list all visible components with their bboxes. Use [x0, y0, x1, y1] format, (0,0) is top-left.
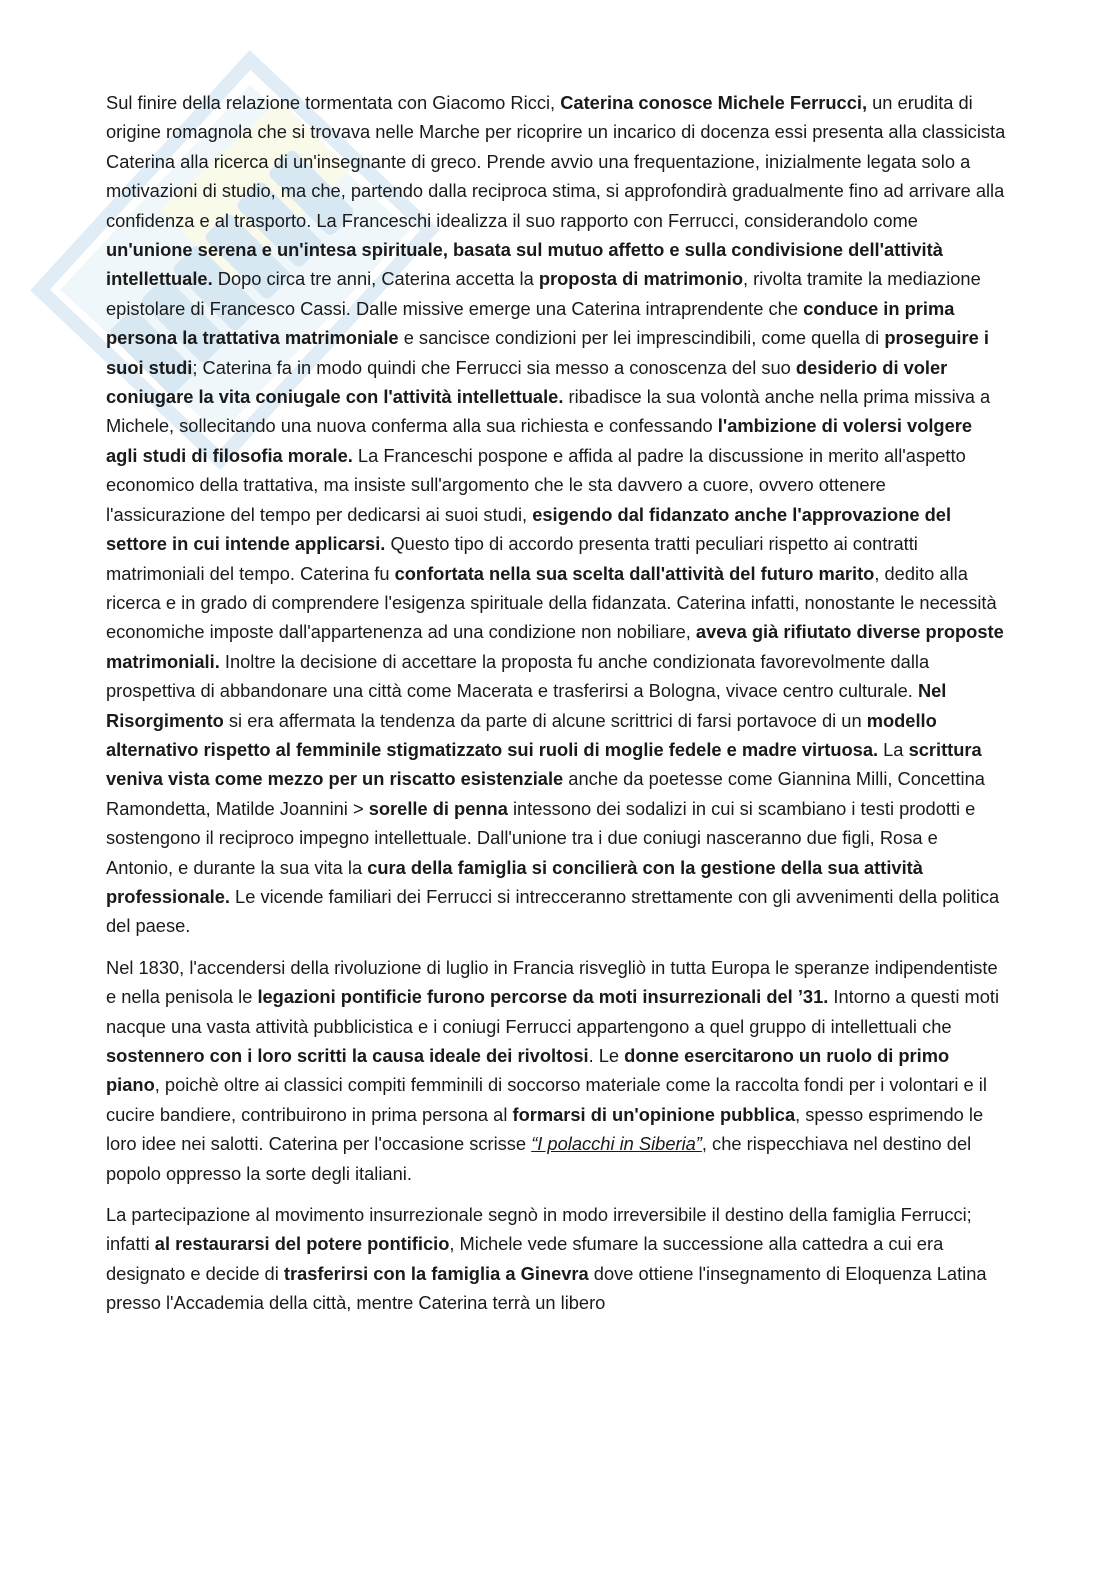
text-run: , che rispecchiava nel destino del popolo oppresso la sorte degli italiani.	[106, 1133, 972, 1184]
text-run: Nel 1830, l'accendersi della rivoluzione di luglio in Francia risvegliò in tutta Europa le speranze indipendentiste e nella penisola le	[106, 956, 998, 1008]
bold-text: Nel Risorgimento	[106, 680, 947, 731]
bold-text: proseguire i suoi studi	[106, 327, 989, 378]
text-run: Sul finire della relazione tormentata con Giacomo Ricci,	[106, 92, 561, 113]
bold-text: al restaurarsi del potere pontificio	[154, 1233, 450, 1255]
text-run: La partecipazione al movimento insurrezionale segnò in modo irreversibile il destino della famiglia Ferrucci; infatti	[106, 1204, 972, 1255]
text-run: Dopo circa tre anni, Caterina accetta la	[212, 268, 539, 290]
text-run: ; Caterina fa in modo quindi che Ferrucci sia messo a conoscenza del suo	[192, 356, 796, 378]
text-run: , poichè oltre ai classici compiti femminili di soccorso materiale come la raccolta fondi per i volontari e il cucire bandiere, contribuirono in prima persona al	[106, 1074, 987, 1125]
bold-text: scrittura veniva vista come mezzo per un riscatto esistenziale	[106, 738, 982, 790]
bold-text: esigendo dal fidanzato anche l'approvazione del settore in cui intende applicarsi.	[106, 503, 952, 555]
text-run: , spesso esprimendo le loro idee nei salotti. Caterina per l'occasione scrisse	[106, 1103, 984, 1155]
italic-title: “I polacchi in Siberia”	[531, 1133, 702, 1155]
bold-text: legazioni pontificie furono percorse da moti insurrezionali del ’31.	[257, 986, 829, 1008]
bold-text: formarsi di un'opinione pubblica	[512, 1103, 796, 1125]
text-run: Inoltre la decisione di accettare la proposta fu anche condizionata favorevolmente dalla prospettiva di abbandonare una città come Macerata e trasferirsi a Bologna, vivace centro culturale.	[106, 650, 930, 702]
document-body	[106, 88, 1006, 1330]
text-run: La	[878, 738, 909, 760]
paragraph-2	[106, 953, 1006, 1188]
bold-text: un'unione serena e un'intesa spirituale, basata sul mutuo affetto e sulla condivisione dell'attività intellettuale.	[106, 239, 943, 290]
text-run: ribadisce la sua volontà anche nella prima missiva a Michele, sollecitando una nuova conferma alla sua richiesta e confessando	[106, 386, 991, 437]
bold-text: aveva già rifiutato diverse proposte matrimoniali.	[106, 621, 1004, 672]
bold-text: confortata nella sua scelta dall'attività del futuro marito	[394, 562, 875, 584]
text-run: si era affermata la tendenza da parte di alcune scrittrici di farsi portavoce di un	[223, 709, 867, 731]
bold-text: Caterina conosce Michele Ferrucci,	[560, 92, 868, 113]
bold-text: donne esercitarono un ruolo di primo piano	[106, 1045, 950, 1096]
text-run: dove ottiene l'insegnamento di Eloquenza Latina presso l'Accademia della città, mentre Caterina terrà un libero	[106, 1262, 987, 1314]
bold-text: trasferirsi con la famiglia a Ginevra	[283, 1262, 589, 1284]
bold-text: l'ambizione di volersi volgere agli studi di filosofia morale.	[106, 415, 973, 466]
bold-text: cura della famiglia si concilierà con la gestione della sua attività professionale.	[106, 856, 923, 907]
bold-text: modello alternativo rispetto al femminile stigmatizzato sui ruoli di moglie fedele e madre virtuosa.	[106, 709, 937, 760]
bold-text: sostennero con i loro scritti la causa ideale dei rivoltosi	[106, 1045, 589, 1066]
text-run: , dedito alla ricerca e in grado di comprendere l'esigenza spirituale della fidanzata. Caterina infatti, nonostante le necessità economiche imposte dall'appartenenza ad una condizione non nobiliare,	[106, 562, 997, 643]
text-run: Questo tipo di accordo presenta tratti peculiari rispetto ai contratti matrimoniali del tempo. Caterina fu	[106, 533, 918, 584]
bold-text: sorelle di penna	[368, 797, 508, 819]
text-run: , Michele vede sfumare la successione alla cattedra a cui era designato e decide di	[106, 1233, 944, 1284]
text-run: . Le	[588, 1045, 625, 1066]
text-run: Intorno a questi moti nacque una vasta attività pubblicistica e i coniugi Ferrucci appartengono a quel gruppo di intellettuali che	[106, 986, 1000, 1037]
text-run: La Franceschi pospone e affida al padre la discussione in merito all'aspetto economico della trattativa, ma insiste sull'argomento che le sta davvero a cuore, ovvero ottenere l'assicurazione del tempo per dedicarsi ai suoi studi,	[106, 444, 966, 525]
text-run: intessono dei sodalizi in cui si scambiano i testi prodotti e sostengono il reciproco impegno intellettuale. Dall'unione tra i due coniugi nasceranno due figli, Rosa e Antonio, e durante la sua vita la	[106, 797, 976, 878]
text-run: anche da poetesse come Giannina Milli, Concettina Ramondetta, Matilde Joannini >	[106, 768, 985, 819]
text-run: Le vicende familiari dei Ferrucci si intrecceranno strettamente con gli avvenimenti della politica del paese.	[106, 885, 1000, 937]
bold-text: desiderio di voler coniugare la vita coniugale con l'attività intellettuale.	[106, 356, 948, 408]
bold-text: conduce in prima persona la trattativa matrimoniale	[106, 297, 955, 349]
text-run: , rivolta tramite la mediazione epistolare di Francesco Cassi. Dalle missive emerge una Caterina intraprendente che	[106, 268, 981, 319]
text-run: un erudita di origine romagnola che si trovava nelle Marche per ricoprire un incarico di docenza essi presenta alla classicista Caterina alla ricerca di un'insegnante di greco. Prende avvio una frequentazione, inizialmente legata solo a motivazioni di studio, ma che, partendo dalla reciproca stima, si approfondirà gradualmente fino ad arrivare alla confidenza e al trasporto. La Franceschi idealizza il suo rapporto con Ferrucci, considerandolo come	[106, 92, 1006, 231]
paragraph-1	[106, 88, 1006, 941]
bold-text: proposta di matrimonio	[538, 268, 744, 290]
paragraph-3	[106, 1200, 1006, 1318]
text-run: e sancisce condizioni per lei imprescindibili, come quella di	[398, 327, 885, 349]
